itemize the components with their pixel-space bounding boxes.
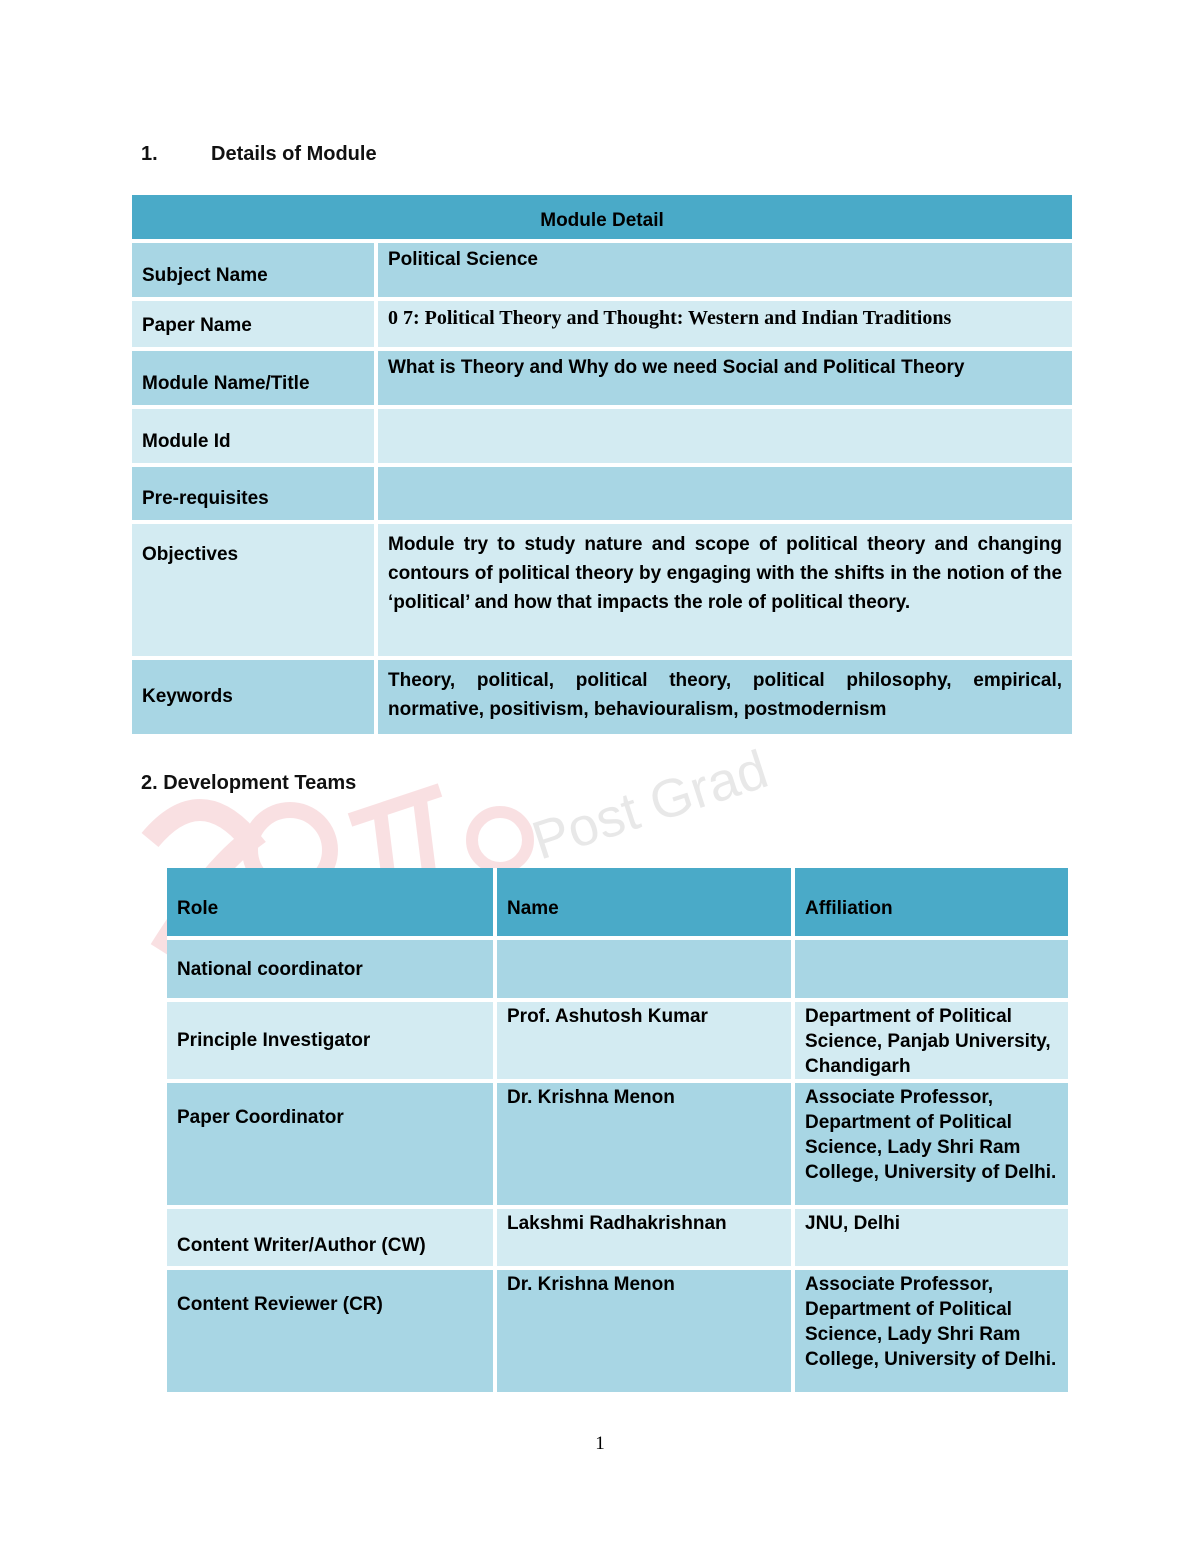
row-value: Theory, political, political theory, political philosophy, empirical, normative, positivism, behaviouralism, postmodernism <box>378 660 1072 738</box>
section-heading-teams: 2. Development Teams <box>141 772 357 794</box>
table-row <box>132 409 1072 467</box>
row-value: Political Science <box>378 243 1072 301</box>
table-row <box>132 467 1072 524</box>
name-cell <box>497 940 795 1002</box>
table-row <box>132 301 1072 351</box>
table-header-row <box>167 868 1068 940</box>
table-row <box>132 351 1072 409</box>
row-label: Module Id <box>132 409 378 467</box>
row-label: Pre-requisites <box>132 467 378 524</box>
table-row <box>167 940 1068 1002</box>
header-affiliation: Affiliation <box>795 868 1068 940</box>
row-value: What is Theory and Why do we need Social and Political Theory <box>378 351 1072 409</box>
module-detail-title: Module Detail <box>132 195 1072 243</box>
affiliation-cell: Associate Professor, Department of Political Science, Lady Shri Ram College, University of Delhi. <box>795 1083 1068 1209</box>
row-value: Module try to study nature and scope of political theory and changing contours of political theory by engaging with the shifts in the notion of the ‘political’ and how that impacts the role of political theory. <box>378 524 1072 660</box>
row-value: 0 7: Political Theory and Thought: Western and Indian Traditions <box>378 301 1072 351</box>
development-team-table <box>167 868 1068 1396</box>
role-cell: National coordinator <box>167 940 497 1002</box>
name-cell: Dr. Krishna Menon <box>497 1270 795 1396</box>
role-cell: Content Writer/Author (CW) <box>167 1209 497 1270</box>
affiliation-cell <box>795 940 1068 1002</box>
row-value <box>378 467 1072 524</box>
table-row <box>132 660 1072 738</box>
section-number: 1. <box>141 143 158 165</box>
header-name: Name <box>497 868 795 940</box>
role-cell: Paper Coordinator <box>167 1083 497 1209</box>
module-detail-table <box>132 195 1072 738</box>
affiliation-cell: Department of Political Science, Panjab University, Chandigarh <box>795 1002 1068 1083</box>
affiliation-cell: JNU, Delhi <box>795 1209 1068 1270</box>
name-cell: Prof. Ashutosh Kumar <box>497 1002 795 1083</box>
row-label: Keywords <box>132 660 378 738</box>
row-label: Objectives <box>132 524 378 660</box>
affiliation-cell: Associate Professor, Department of Political Science, Lady Shri Ram College, University of Delhi. <box>795 1270 1068 1396</box>
table-row <box>167 1002 1068 1083</box>
table-row <box>167 1270 1068 1396</box>
table-row <box>132 243 1072 301</box>
section-heading-details <box>141 143 377 166</box>
name-cell: Dr. Krishna Menon <box>497 1083 795 1209</box>
role-cell: Principle Investigator <box>167 1002 497 1083</box>
row-label: Subject Name <box>132 243 378 301</box>
header-role: Role <box>167 868 497 940</box>
section-title: Details of Module <box>211 143 377 165</box>
role-cell: Content Reviewer (CR) <box>167 1270 497 1396</box>
table-row <box>167 1209 1068 1270</box>
name-cell: Lakshmi Radhakrishnan <box>497 1209 795 1270</box>
table-row <box>167 1083 1068 1209</box>
row-label: Module Name/Title <box>132 351 378 409</box>
table-row <box>132 524 1072 660</box>
row-label: Paper Name <box>132 301 378 351</box>
row-value <box>378 409 1072 467</box>
page-number: 1 <box>595 1433 605 1454</box>
svg-text:Post Grad: Post Grad <box>525 739 775 872</box>
